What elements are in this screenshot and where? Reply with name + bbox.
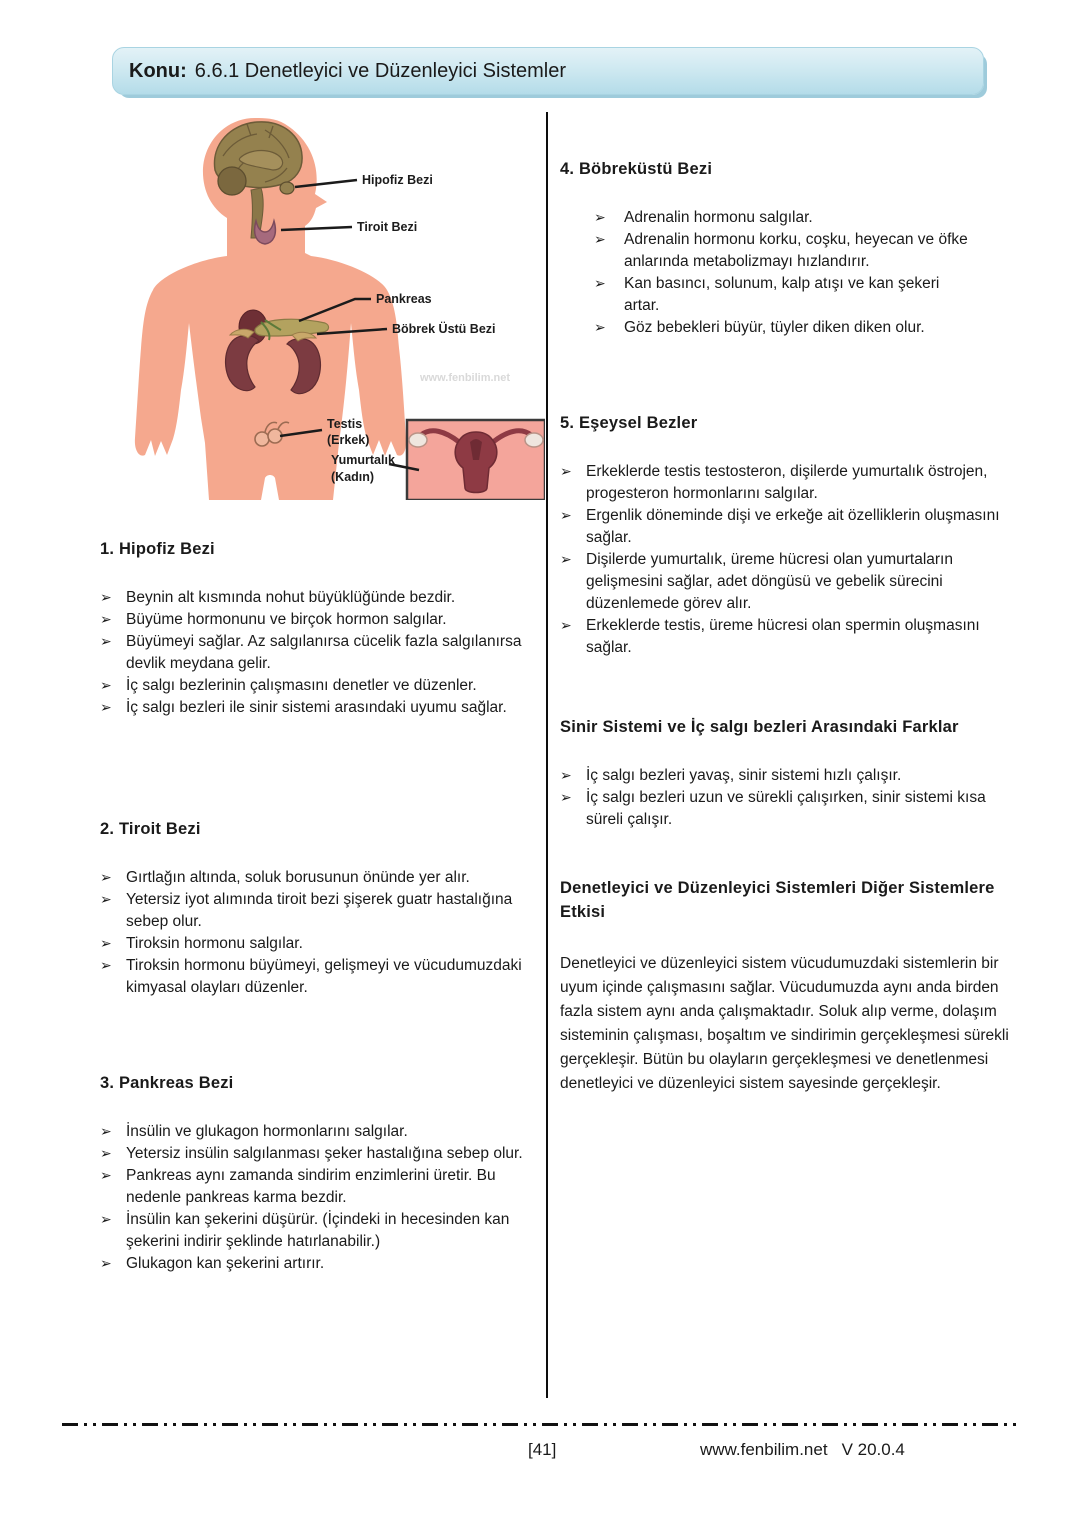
- list-item: ➢ İç salgı bezleri uzun ve sürekli çalışırken, sinir sistemi kısa süreli çalışır.: [560, 789, 986, 828]
- bullet-arrow-icon: ➢: [594, 276, 606, 292]
- endocrine-system-illustration: [115, 108, 545, 500]
- bullet-arrow-icon: ➢: [100, 1256, 112, 1272]
- list-item: ➢ Ergenlik döneminde dişi ve erkeğe ait özelliklerin oluşmasını sağlar.: [560, 507, 1000, 546]
- list-item: ➢ Beynin alt kısmında nohut büyüklüğünde bezdir.: [100, 587, 548, 609]
- bullet-arrow-icon: ➢: [100, 700, 112, 716]
- label-bobrek: Böbrek Üstü Bezi: [392, 322, 496, 336]
- bullet-arrow-icon: ➢: [594, 210, 606, 226]
- topic-title: 6.6.1 Denetleyici ve Düzenleyici Sistemler: [194, 59, 567, 82]
- list-item: ➢ Pankreas aynı zamanda sindirim enzimlerini üretir. Bu nedenle pankreas karma bezdir.: [100, 1167, 496, 1206]
- footer-site-url: www.fenbilim.net: [700, 1440, 828, 1459]
- section-tiroit: [100, 820, 548, 999]
- bullet-arrow-icon: ➢: [594, 320, 606, 336]
- list-item: ➢ Tiroksin hormonu büyümeyi, gelişmeyi ve vücudumuzdaki kimyasal olayları düzenler.: [100, 957, 522, 996]
- bullet-arrow-icon: ➢: [560, 790, 572, 806]
- list-item: ➢ Adrenalin hormonu korku, coşku, heyecan ve öfke anlarında metabolizmayı hızlandırır.: [594, 231, 968, 270]
- label-yumurtalik-2: (Kadın): [331, 470, 375, 484]
- ovary-right: [525, 433, 543, 447]
- section-heading: 4. Böbreküstü Bezi: [560, 160, 713, 178]
- bullet-arrow-icon: ➢: [100, 1212, 112, 1228]
- list-item: ➢ İnsülin kan şekerini düşürür. (İçindeki in hecesinden kan şekerini indirir şeklinde hatırlanabilir.): [100, 1211, 510, 1250]
- bullet-arrow-icon: ➢: [594, 232, 606, 248]
- bullet-arrow-icon: ➢: [100, 590, 112, 606]
- topic-label: Konu:: [129, 59, 187, 82]
- cerebellum: [218, 167, 246, 195]
- watermark-text: www.fenbilim.net: [420, 372, 511, 384]
- etki-paragraph: Denetleyici ve düzenleyici sistem vücudumuzdaki sistemlerin bir uyum içinde çalışmasını sağlar. Vücudumuzda aynı anda birden fazla sistem aynı anda çalışmaktadır. Soluk alıp verme, dolaşım sisteminin çalışması, boşaltım ve sindirimin gerçekleşmesi sürekli gerçekleşir. Bütün bu olayların gerçekleşmesi ve denetlenmesi denetleyici ve düzenleyici sistem sayesinde gerçekleşir.: [560, 955, 1009, 1092]
- bullet-arrow-icon: ➢: [100, 870, 112, 886]
- list-item: ➢ İç salgı bezleri yavaş, sinir sistemi hızlı çalışır.: [560, 765, 1020, 787]
- bullet-arrow-icon: ➢: [560, 768, 572, 784]
- list-item: ➢ Büyüme hormonunu ve birçok hormon salgılar.: [100, 609, 548, 631]
- list-item: ➢ Kan basıncı, solunum, kalp atışı ve kan şekeri artar.: [594, 275, 940, 314]
- footer-version: V 20.0.4: [841, 1440, 905, 1459]
- footer-site: [700, 1440, 905, 1460]
- section-heading: 1. Hipofiz Bezi: [100, 540, 215, 558]
- bullet-arrow-icon: ➢: [100, 1124, 112, 1140]
- section-bobrekustu: [560, 160, 1020, 339]
- section-heading: Sinir Sistemi ve İç salgı bezleri Arasındaki Farklar: [560, 718, 959, 736]
- bullet-arrow-icon: ➢: [100, 958, 112, 974]
- uterus-inset: [407, 420, 545, 500]
- section-farklar: [560, 718, 1020, 831]
- list-item: ➢ Tiroksin hormonu salgılar.: [100, 933, 548, 955]
- label-testis-1: Testis: [327, 417, 363, 431]
- bullet-arrow-icon: ➢: [560, 618, 572, 634]
- label-testis-2: (Erkek): [327, 433, 370, 447]
- bullet-arrow-icon: ➢: [560, 508, 572, 524]
- label-hipofiz: Hipofiz Bezi: [362, 173, 433, 187]
- bullet-arrow-icon: ➢: [100, 678, 112, 694]
- ovary-left: [409, 433, 427, 447]
- list-item: ➢ Yetersiz iyot alımında tiroit bezi şişerek guatr hastalığına sebep olur.: [100, 891, 513, 930]
- section-eseysel: [560, 414, 1020, 659]
- label-pankreas: Pankreas: [376, 292, 432, 306]
- bullet-arrow-icon: ➢: [100, 936, 112, 952]
- label-yumurtalik-1: Yumurtalık: [331, 453, 395, 467]
- hypophysis-gland: [280, 182, 294, 194]
- list-item: ➢ İç salgı bezleri ile sinir sistemi arasındaki uyumu sağlar.: [100, 697, 548, 719]
- bullet-arrow-icon: ➢: [100, 612, 112, 628]
- topic-banner: [112, 47, 984, 95]
- list-item: ➢ Gırtlağın altında, soluk borusunun önünde yer alır.: [100, 867, 548, 889]
- list-item: ➢ İç salgı bezlerinin çalışmasını denetler ve düzenler.: [100, 675, 548, 697]
- page-number: [41]: [528, 1440, 557, 1459]
- list-item: ➢ Yetersiz insülin salgılanması şeker hastalığına sebep olur.: [100, 1143, 548, 1165]
- list-item: ➢ Erkeklerde testis, üreme hücresi olan spermin oluşmasını sağlar.: [560, 617, 980, 656]
- section-heading: 3. Pankreas Bezi: [100, 1074, 234, 1092]
- bullet-arrow-icon: ➢: [100, 892, 112, 908]
- section-heading: 5. Eşeysel Bezler: [560, 414, 698, 432]
- bullet-arrow-icon: ➢: [560, 552, 572, 568]
- list-item: ➢ Erkeklerde testis testosteron, dişilerde yumurtalık östrojen, progesteron hormonlarını salgılar.: [560, 463, 988, 502]
- bullet-arrow-icon: ➢: [100, 1168, 112, 1184]
- bullet-arrow-icon: ➢: [560, 464, 572, 480]
- list-item: ➢ Glukagon kan şekerini artırır.: [100, 1253, 548, 1275]
- bullet-arrow-icon: ➢: [100, 634, 112, 650]
- list-item: ➢ Büyümeyi sağlar. Az salgılanırsa cücelik fazla salgılanırsa devlik meydana gelir.: [100, 633, 522, 672]
- section-etki: [560, 876, 1020, 1096]
- list-item: ➢ Göz bebekleri büyür, tüyler diken diken olur.: [560, 317, 1020, 339]
- section-heading: 2. Tiroit Bezi: [100, 820, 201, 838]
- bullet-arrow-icon: ➢: [100, 1146, 112, 1162]
- list-item: ➢ Adrenalin hormonu salgılar.: [560, 207, 1020, 229]
- section-hipofiz: [100, 540, 548, 719]
- list-item: ➢ İnsülin ve glukagon hormonlarını salgılar.: [100, 1121, 548, 1143]
- footer-divider: [62, 1423, 1020, 1426]
- section-heading: Denetleyici ve Düzenleyici Sistemleri Diğer Sistemlere Etkisi: [560, 879, 995, 921]
- section-pankreas: [100, 1074, 548, 1275]
- label-tiroit: Tiroit Bezi: [357, 220, 418, 234]
- list-item: ➢ Dişilerde yumurtalık, üreme hücresi olan yumurtaların gelişmesini sağlar, adet döngüsü ve gebelik sürecini düzenlemede görev alır.: [560, 551, 953, 612]
